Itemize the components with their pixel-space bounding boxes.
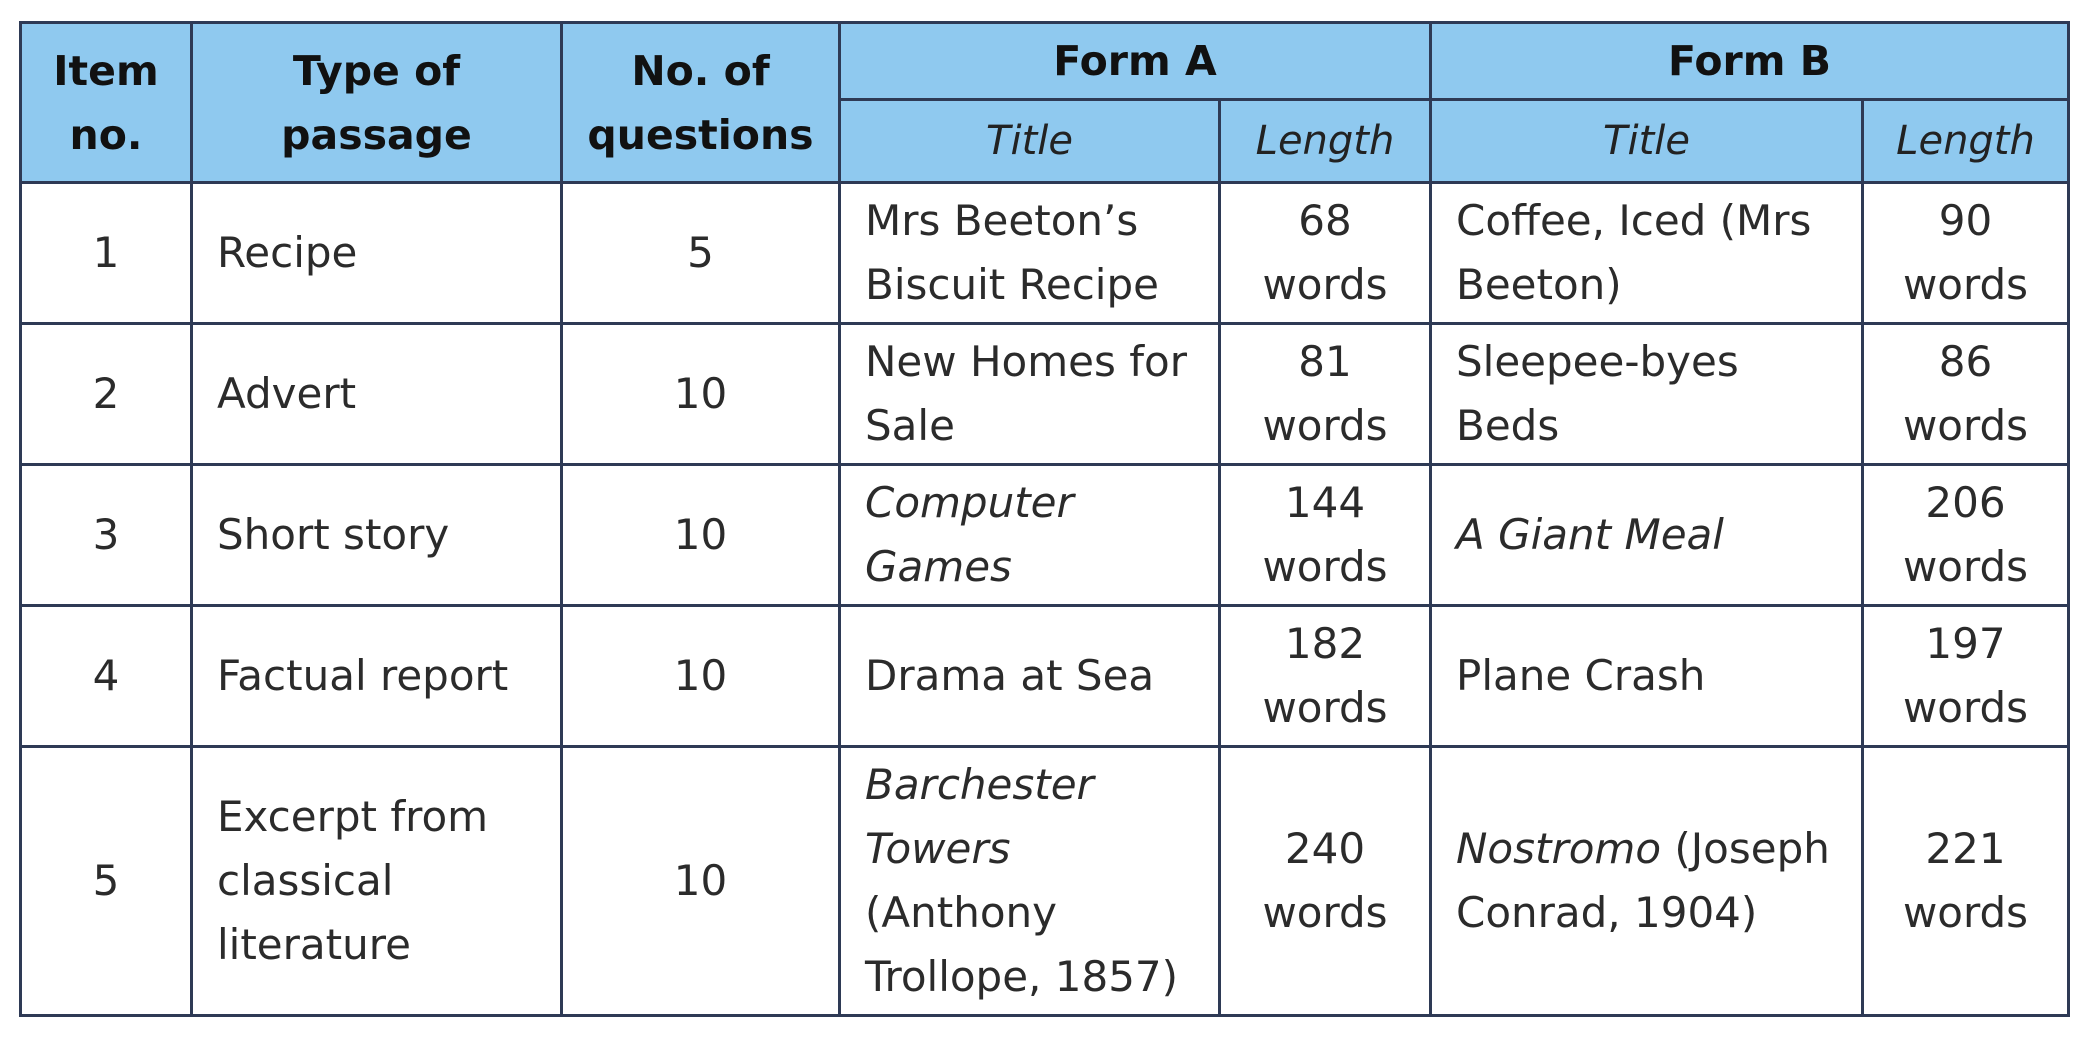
cell-form-b-length: 221 words xyxy=(1863,747,2069,1016)
header-no-of-questions: No. of questions xyxy=(562,23,840,183)
cell-type: Recipe xyxy=(192,183,562,324)
cell-form-b-length: 86 words xyxy=(1863,324,2069,465)
header-form-b-length: Length xyxy=(1863,100,2069,183)
cell-form-b-title: Sleepee-byes Beds xyxy=(1431,324,1863,465)
form-b-title-author: (Joseph Conrad, 1904) xyxy=(1456,824,1830,937)
passages-table xyxy=(19,21,2070,1017)
header-row-main xyxy=(21,23,2069,100)
cell-questions: 5 xyxy=(562,183,840,324)
table-body xyxy=(21,183,2069,1016)
table-row xyxy=(21,465,2069,606)
cell-item-no: 1 xyxy=(21,183,192,324)
form-a-title-name: Barchester Towers xyxy=(865,760,1094,873)
form-a-title-author: (Anthony Trollope, 1857) xyxy=(865,888,1179,1001)
header-item-no: Item no. xyxy=(21,23,192,183)
cell-item-no: 2 xyxy=(21,324,192,465)
table-header xyxy=(21,23,2069,183)
cell-form-a-title: New Homes for Sale xyxy=(840,324,1220,465)
cell-form-b-title: Plane Crash xyxy=(1431,606,1863,747)
cell-type: Factual report xyxy=(192,606,562,747)
cell-form-a-length: 81 words xyxy=(1220,324,1431,465)
cell-form-a-length: 240 words xyxy=(1220,747,1431,1016)
cell-item-no: 3 xyxy=(21,465,192,606)
header-form-b-title: Title xyxy=(1431,100,1863,183)
cell-form-b-length: 206 words xyxy=(1863,465,2069,606)
cell-type: Advert xyxy=(192,324,562,465)
table-row xyxy=(21,747,2069,1016)
cell-form-b-length: 197 words xyxy=(1863,606,2069,747)
cell-form-a-title: Drama at Sea xyxy=(840,606,1220,747)
cell-questions: 10 xyxy=(562,324,840,465)
cell-form-b-title: Coffee, Iced (Mrs Beeton) xyxy=(1431,183,1863,324)
cell-form-b-title: A Giant Meal xyxy=(1431,465,1863,606)
cell-form-a-length: 144 words xyxy=(1220,465,1431,606)
table-row xyxy=(21,324,2069,465)
cell-form-b-length: 90 words xyxy=(1863,183,2069,324)
cell-form-a-length: 68 words xyxy=(1220,183,1431,324)
form-b-title-name: Nostromo xyxy=(1456,824,1662,873)
cell-form-a-title: Mrs Beeton’s Biscuit Recipe xyxy=(840,183,1220,324)
table-row xyxy=(21,606,2069,747)
header-form-a: Form A xyxy=(840,23,1431,100)
header-form-a-title: Title xyxy=(840,100,1220,183)
cell-form-a-length: 182 words xyxy=(1220,606,1431,747)
cell-type: Excerpt from classical literature xyxy=(192,747,562,1016)
table-container xyxy=(19,21,2067,1017)
header-form-b: Form B xyxy=(1431,23,2069,100)
cell-form-b-title xyxy=(1431,747,1863,1016)
cell-item-no: 5 xyxy=(21,747,192,1016)
cell-questions: 10 xyxy=(562,606,840,747)
table-row xyxy=(21,183,2069,324)
cell-type: Short story xyxy=(192,465,562,606)
header-type-of-passage: Type of passage xyxy=(192,23,562,183)
cell-questions: 10 xyxy=(562,747,840,1016)
cell-form-a-title xyxy=(840,747,1220,1016)
cell-form-a-title: Computer Games xyxy=(840,465,1220,606)
cell-questions: 10 xyxy=(562,465,840,606)
header-form-a-length: Length xyxy=(1220,100,1431,183)
cell-item-no: 4 xyxy=(21,606,192,747)
